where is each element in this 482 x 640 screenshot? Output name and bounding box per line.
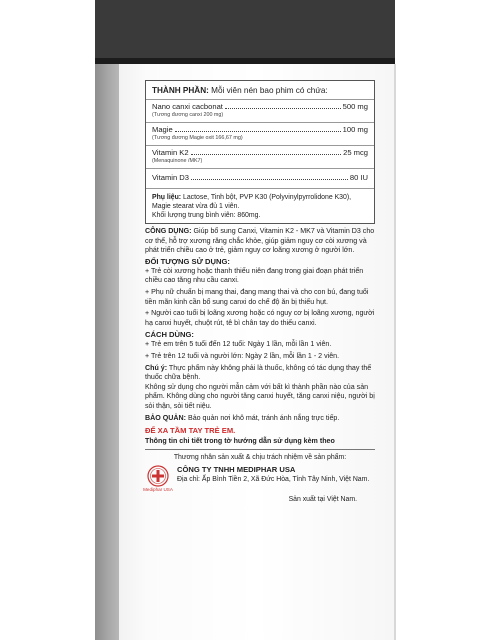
manufacturer-intro: Thương nhân sản xuất & chịu trách nhiệm về sản phẩm: [173,454,347,462]
ingredient-amount: 500 mg [342,102,368,111]
storage-section [145,414,375,424]
company-logo [145,465,171,493]
uses-title: CÔNG DỤNG: [145,227,192,235]
ingredient-amount: 100 mg [342,125,368,134]
uses-section [145,227,375,256]
note-text: Thực phẩm này không phải là thuốc, không có tác dụng thay thế thuốc chữa bệnh. [145,363,372,382]
excipients-label: Phụ liệu: [152,194,182,201]
details-note: Thông tin chi tiết trong tờ hướng dẫn sử dụng kèm theo [145,437,335,446]
usage-item-1: + Trẻ em trên 5 tuổi đến 12 tuổi: Ngày 1 lần, mỗi lần 1 viên. [145,340,332,349]
storage-text: Bảo quản nơi khô mát, tránh ánh nắng trực tiếp. [187,413,340,422]
ingredient-note: (Tương đương canxi 200 mg) [152,112,224,118]
leader-dots [225,108,341,109]
ingredient-note: (Tương đương Magie oxit 166,67 mg) [152,135,243,141]
note-text-2: Không sử dụng cho người mẫn cảm với bất kì thành phần nào của sản phẩm. Không dùng cho người tăng canxi huyết, tăng canxi niệu, người bị sỏi thận, sỏi tiết niệu. [145,382,375,410]
target-item-3: + Người cao tuổi bị loãng xương hoặc có nguy cơ bị loãng xương, người hạ canxi huyết, chuột rút, tê bì chân tay do thiếu canxi. [145,309,375,327]
ingredient-amount: 80 IU [349,173,368,182]
composition-heading [152,85,368,96]
composition-panel [145,80,375,224]
ingredient-name: Magie [152,125,173,134]
usage-item-2: + Trẻ trên 12 tuổi và người lớn: Ngày 2 lần, mỗi lần 1 - 2 viên. [145,351,340,360]
ingredient-amount: 25 mcg [343,148,368,157]
ingredient-name: Vitamin D3 [152,173,190,182]
target-item-1: + Trẻ còi xương hoặc thanh thiếu niên đang trong giai đoạn phát triển chiều cao tăng nhu cầu canxi. [145,266,364,285]
uses-text: Giúp bổ sung Canxi, Vitamin K2 - MK7 và Vitamin D3 cho cơ thể, hỗ trợ xương răng chắc khỏe, giúp giảm nguy cơ còi xương và phát triển chiều cao ở trẻ, giảm nguy cơ loãng xương ở người lớn. [145,227,375,255]
made-in: Sản xuất tại Việt Nam. [288,495,357,503]
leader-dots [191,154,342,155]
box-right-edge [394,64,396,640]
label-content [145,80,375,504]
ingredient-row-vitamin-d3 [146,169,374,189]
company-address: Địa chỉ: Ấp Bình Tiền 2, Xã Đức Hòa, Tỉnh Tây Ninh, Việt Nam. [177,475,370,483]
ingredient-note: (Menaquinone /MK7) [152,158,203,164]
composition-intro: Mỗi viên nén bao phim có chứa: [211,86,328,95]
box-side-panel [95,64,119,640]
note-section [145,364,375,383]
composition-title: THÀNH PHẦN: [152,86,209,95]
ingredient-row-vitamin-k2 [146,146,374,169]
target-title: ĐỐI TƯỢNG SỬ DỤNG: [145,256,230,266]
mediphar-logo-icon [147,465,169,487]
child-warning: ĐỂ XA TẦM TAY TRẺ EM. [145,426,236,436]
excipients-text: Lactose, Tinh bột, PVP K30 (Polyvinylpyrrolidone K30), Magie stearat vừa đủ 1 viên. [152,194,352,210]
ingredient-name: Nano canxi cacbonat [152,102,223,111]
leader-dots [175,131,341,132]
logo-caption: Mediphar USA [143,486,173,492]
manufacturer-details [177,465,369,493]
usage-title: CÁCH DÙNG: [145,330,194,340]
ingredient-name: Vitamin K2 [152,148,189,157]
manufacturer-block [145,465,375,493]
leader-dots [191,179,348,180]
storage-label: BẢO QUẢN: [145,413,186,422]
note-label: Chú ý: [145,363,168,372]
tablet-weight: Khối lượng trung bình viên: 860mg. [152,212,261,219]
ingredient-row-canxi [146,99,374,123]
divider [145,449,375,450]
ingredient-row-magie [146,123,374,146]
excipients [152,189,368,221]
company-name: CÔNG TY TNHH MEDIPHAR USA [177,464,296,474]
target-item-2: + Phụ nữ chuẩn bị mang thai, đang mang thai và cho con bú, đang tuổi tiền mãn kinh cần bổ sung canxi do chế độ ăn bị thiếu hụt. [145,287,369,306]
box-top [95,0,395,62]
